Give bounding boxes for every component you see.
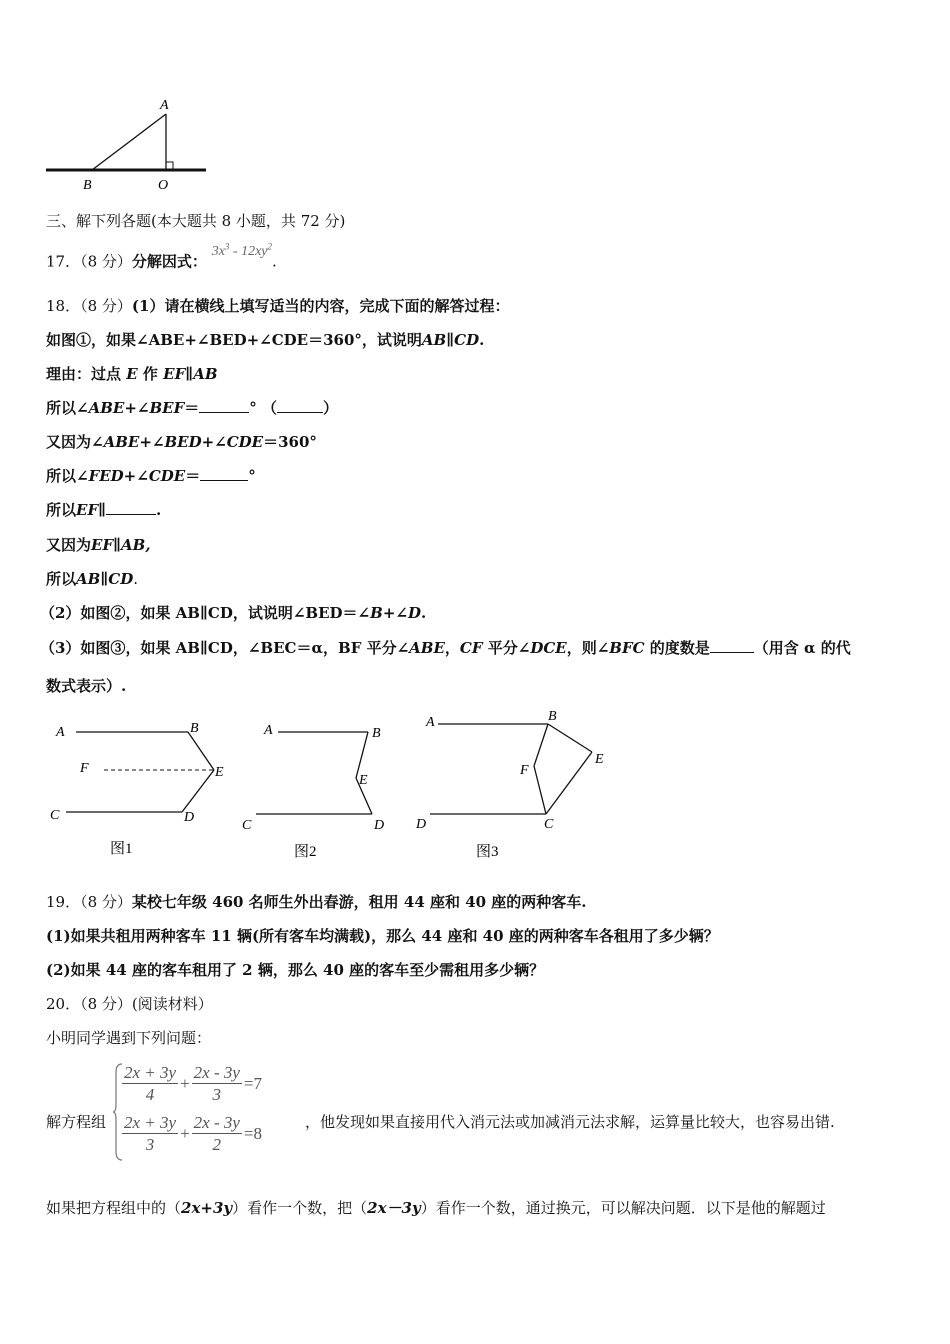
fig3-line-be bbox=[548, 724, 592, 752]
fig3-line-ec bbox=[546, 752, 592, 814]
q18-part3-cont: 数式表示）. bbox=[46, 677, 127, 695]
q18-line4: 又因为∠ABE+∠BED+∠CDE＝360° bbox=[46, 433, 317, 451]
blank-1[interactable] bbox=[199, 398, 249, 413]
q17-end: . bbox=[272, 252, 277, 271]
fig1-label-a: A bbox=[56, 725, 65, 740]
fig3-label-a: A bbox=[426, 715, 435, 730]
q17-instr: 分解因式： bbox=[131, 252, 207, 271]
fig3-line-fc bbox=[534, 766, 546, 814]
fig3-label-c: C bbox=[544, 817, 554, 832]
q20-after: ，他发现如果直接用代入消元法或加减消元法求解，运算量比较大，也容易出错. bbox=[305, 1113, 835, 1131]
fig3-caption: 图3 bbox=[476, 844, 499, 860]
fig3-label-d: D bbox=[416, 817, 427, 832]
q18-line1: 如图①，如果∠ABE+∠BED+∠CDE＝360°，试说明AB∥CD. bbox=[46, 331, 485, 349]
q17-expr: $3x^3 - 12xy^2$ bbox=[211, 241, 273, 259]
q18-line8: 所以AB∥CD. bbox=[46, 570, 138, 588]
q17-num: 17．（8 分） bbox=[46, 252, 132, 271]
fig2-line-be bbox=[356, 732, 368, 778]
blank-5[interactable] bbox=[710, 638, 754, 653]
fig2-label-a: A bbox=[264, 723, 273, 738]
q18-line7: 又因为EF∥AB, bbox=[46, 536, 151, 554]
fig2-label-b: B bbox=[372, 726, 381, 741]
fig2-caption: 图2 bbox=[294, 844, 317, 860]
fig1-label-c: C bbox=[50, 808, 60, 823]
figure-right-angle bbox=[40, 92, 220, 197]
fig2-label-d: D bbox=[374, 818, 385, 833]
fig2-label-e: E bbox=[359, 773, 368, 788]
fig3-label-b: B bbox=[548, 709, 557, 724]
blank-4[interactable] bbox=[106, 500, 156, 515]
q18-head: 18．（8 分）(1）请在横线上填写适当的内容，完成下面的解答过程： bbox=[46, 297, 510, 315]
equation-1: $\frac{2x + 3y}{4}$ + $\frac{2x - 3y}{3}$ =7 bbox=[124, 1063, 263, 1104]
q18-line2: 理由：过点 E 作 EF∥AB bbox=[46, 365, 218, 383]
q20-line1: 小明同学遇到下列问题： bbox=[46, 1029, 212, 1047]
q18-part3: （3）如图③，如果 AB∥CD，∠BEC＝α，BF 平分∠ABE，CF 平分∠DCE，则∠BFC 的度数是 （用含 α 的代 bbox=[40, 639, 851, 657]
equation-2: $\frac{2x + 3y}{3}$ + $\frac{2x - 3y}{2}$ =8 bbox=[124, 1113, 263, 1154]
fig1-label-f: F bbox=[80, 761, 89, 776]
fig1-label-d: D bbox=[184, 810, 195, 825]
fig3-line-bf bbox=[534, 724, 548, 766]
fig3-label-f: F bbox=[520, 763, 529, 778]
q18-line5: 所以∠FED+∠CDE＝ ° bbox=[46, 467, 256, 485]
q19-head: 19．（8 分）某校七年级 460 名师生外出春游，租用 44 座和 40 座的两种客车. bbox=[46, 893, 587, 911]
segment-ab bbox=[92, 114, 166, 170]
fig1-line-be bbox=[188, 732, 214, 770]
fig1-line-ed bbox=[182, 770, 214, 812]
label-b: B bbox=[83, 178, 92, 193]
q19-part2: (2)如果 44 座的客车租用了 2 辆，那么 40 座的客车至少需租用多少辆？ bbox=[46, 961, 545, 979]
figure-1 bbox=[44, 710, 244, 865]
label-o: O bbox=[158, 178, 169, 193]
blank-3[interactable] bbox=[200, 466, 248, 481]
section3-title: 三、解下列各题(本大题共 8 小题，共 72 分) bbox=[46, 212, 346, 230]
q20-solve-label: 解方程组 bbox=[46, 1113, 107, 1131]
q18-part2: （2）如图②，如果 AB∥CD，试说明∠BED＝∠B+∠D. bbox=[40, 604, 427, 622]
fig2-label-c: C bbox=[242, 818, 252, 833]
q18-line6: 所以EF∥ . bbox=[46, 501, 162, 519]
q19-part1: (1)如果共租用两种客车 11 辆(所有客车均满载)，那么 44 座和 40 座的两种客车各租用了多少辆？ bbox=[46, 927, 719, 945]
q18-line3: 所以∠ABE+∠BEF＝ ° （ ） bbox=[46, 399, 338, 417]
fig3-label-e: E bbox=[595, 752, 604, 767]
figure-3 bbox=[410, 706, 620, 866]
fig1-caption: 图1 bbox=[110, 841, 133, 857]
q20-last: 如果把方程组中的（2x+3y）看作一个数，把（2x－3y）看作一个数，通过换元，可以解决问题．以下是他的解题过 bbox=[46, 1199, 826, 1217]
fig1-label-e: E bbox=[215, 765, 224, 780]
q17 bbox=[46, 241, 277, 274]
label-a: A bbox=[160, 98, 169, 113]
fig1-label-b: B bbox=[190, 721, 199, 736]
blank-2[interactable] bbox=[277, 398, 323, 413]
figure-2 bbox=[236, 710, 406, 865]
q20-head: 20．（8 分）(阅读材料） bbox=[46, 995, 213, 1013]
